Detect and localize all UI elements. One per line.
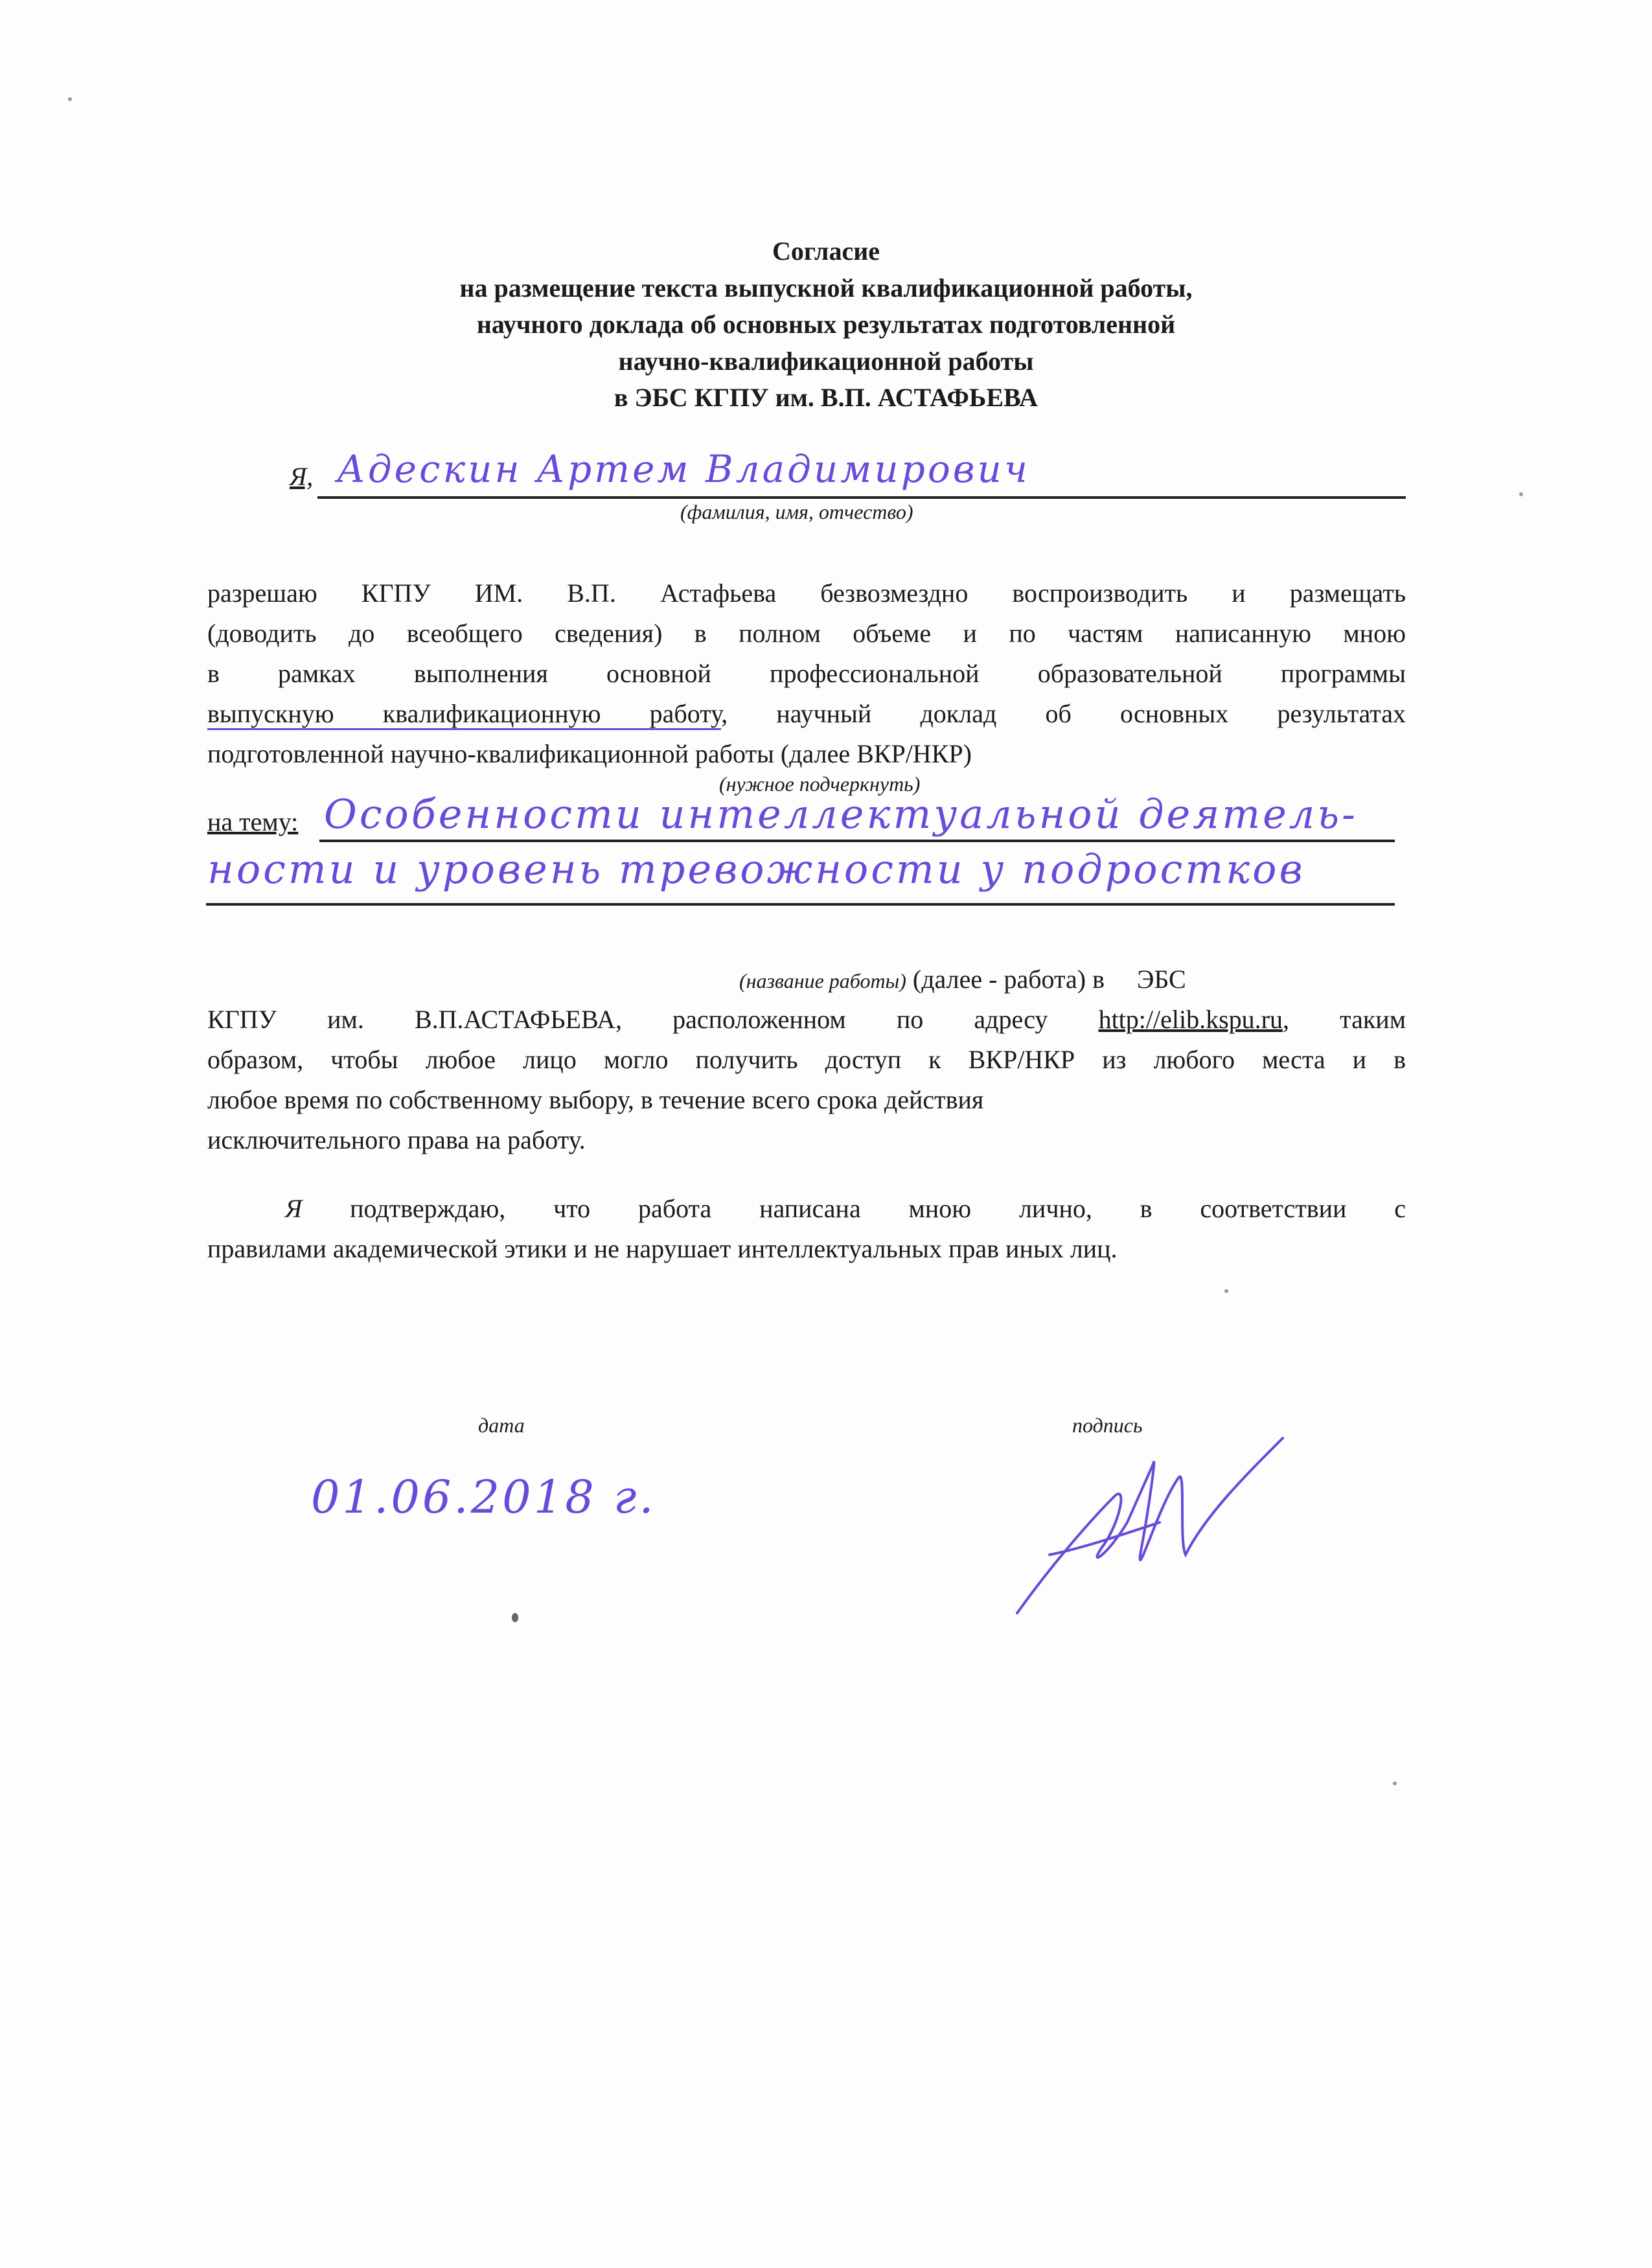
- paragraph-line: разрешаю КГПУ ИМ. В.П. Астафьева безвозмездно воспроизводить и размещать: [207, 578, 1406, 608]
- repository-link[interactable]: http://elib.kspu.ru: [1098, 1005, 1283, 1034]
- repository-paragraph: [207, 1000, 1406, 1160]
- paragraph-line: [207, 1189, 1406, 1229]
- topic-handwritten-line-2: ности и уровень тревожности у подростков: [207, 845, 1305, 893]
- name-underline: [317, 496, 1406, 499]
- paragraph-line: исключительного права на работу.: [207, 1125, 586, 1154]
- scan-speck: [1393, 1781, 1397, 1785]
- paragraph-text: Я: [285, 1194, 303, 1223]
- paragraph-line: подготовленной научно-квалификационной работы (далее ВКР/НКР): [207, 739, 972, 768]
- paragraph-text: , научный доклад об основных результатах: [721, 699, 1406, 728]
- topic-label: на тему:: [207, 807, 299, 836]
- name-caption: (фамилия, имя, отчество): [680, 500, 913, 523]
- paragraph-line: любое время по собственному выбору, в течение всего срока действия: [207, 1085, 984, 1114]
- paragraph-line: (доводить до всеобщего сведения) в полном объеме и по частям написанную мною: [207, 619, 1406, 648]
- paragraph-line: [207, 1000, 1406, 1040]
- permission-paragraph: [207, 573, 1406, 774]
- scan-speck: [1519, 492, 1523, 496]
- title-line: Согласие: [772, 236, 880, 266]
- paragraph-text: подтверждаю, что работа написана мною лично, в соответствии с: [302, 1194, 1406, 1223]
- paragraph-text: (далее - работа) в ЭБС: [906, 965, 1186, 994]
- topic-caption: (название работы): [739, 969, 906, 992]
- topic-caption-line: [739, 964, 1186, 994]
- scan-speck: [512, 1613, 518, 1622]
- title-line: в ЭБС КГПУ им. В.П. АСТАФЬЕВА: [614, 383, 1038, 412]
- scan-speck: [68, 97, 72, 101]
- document-title: [0, 233, 1652, 417]
- underline-caption: (нужное подчеркнуть): [719, 772, 921, 796]
- title-line: научно-квалификационной работы: [618, 346, 1034, 376]
- date-label: дата: [478, 1414, 525, 1437]
- title-line: на размещение текста выпускной квалификационной работы,: [459, 273, 1193, 303]
- title-line: научного доклада об основных результатах подготовленной: [476, 310, 1176, 339]
- paragraph-line: [207, 694, 1406, 734]
- topic-underline-2: [206, 903, 1395, 906]
- topic-handwritten-line-1: Особенности интеллектуальной деятель-: [324, 790, 1358, 838]
- paragraph-line: образом, чтобы любое лицо могло получить доступ к ВКР/НКР из любого места и в: [207, 1045, 1406, 1074]
- paragraph-line: в рамках выполнения основной профессиональной образовательной программы: [207, 659, 1406, 688]
- underlined-option: выпускную квалификационную работу: [207, 699, 721, 730]
- date-handwritten: 01.06.2018 г.: [311, 1471, 656, 1524]
- name-prefix: Я,: [290, 462, 314, 491]
- paragraph-text: , таким: [1283, 1005, 1406, 1034]
- signature-label: подпись: [1072, 1414, 1143, 1437]
- paragraph-text: КГПУ им. В.П.АСТАФЬЕВА, расположенном по адресу: [207, 1005, 1099, 1034]
- confirmation-paragraph: [207, 1189, 1406, 1269]
- scan-speck: [1224, 1289, 1228, 1293]
- handwritten-signature: [1011, 1425, 1296, 1626]
- name-handwritten: Адескин Артем Владимирович: [337, 447, 1030, 491]
- topic-underline-1: [319, 840, 1395, 842]
- paragraph-line: правилами академической этики и не нарушает интеллектуальных прав иных лиц.: [207, 1234, 1118, 1263]
